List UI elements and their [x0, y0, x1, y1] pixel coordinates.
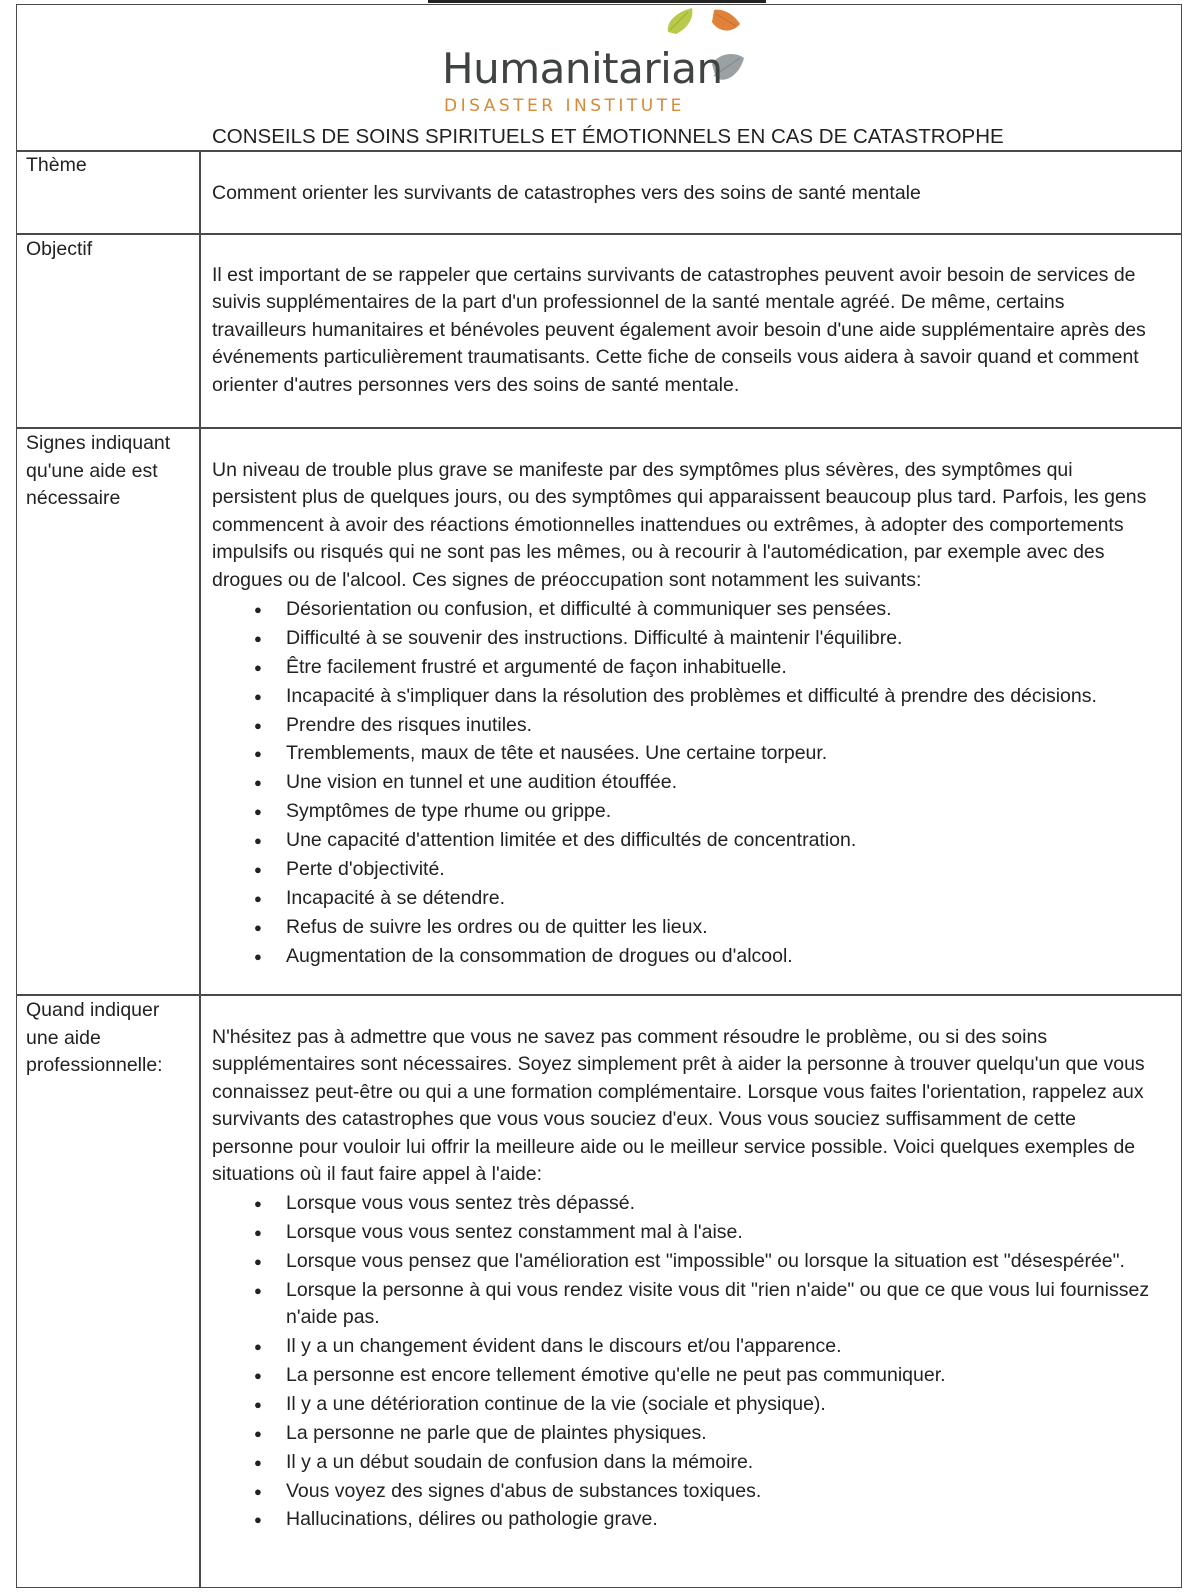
- list-item: ● Refus de suivre les ordres ou de quitter les lieux.: [212, 914, 1162, 942]
- signes-bullet-list: [212, 596, 1162, 972]
- row-text-quand: N'hésitez pas à admettre que vous ne savez pas comment résoudre le problème, ou si des soins supplémentaires sont nécessaires. Soyez simplement prêt à aider la personne à trouver quelqu'un que vous connaissez peut-être ou qui a une formation complémentaire. Lorsque vous faites l'orientation, rappelez aux survivants des catastrophes que vous vous souciez d'eux. Vous vous souciez suffisamment de cette personne pour vouloir lui offrir la meilleure aide ou le meilleur service possible. Voici quelques exemples de situations où il faut faire appel à l'aide:: [212, 1026, 1145, 1186]
- row-label-quand: Quand indiquer une aide professionnelle:: [26, 999, 163, 1076]
- row-text-objectif: Il est important de se rappeler que certains survivants de catastrophes peuvent avoir besoin de services de suivis supplémentaires de la part d'un professionnel de la santé mentale agréé. De même, certains travailleurs humanitaires et bénévoles peuvent également avoir besoin d'une aide supplémentaire après des événements particulièrement traumatisants. Cette fiche de conseils vous aidera à savoir quand et comment orienter d'autres personnes vers des soins de santé mentale.: [212, 264, 1146, 396]
- list-item: ● Être facilement frustré et argumenté de façon inhabituelle.: [212, 654, 1162, 682]
- list-item: ● Désorientation ou confusion, et difficulté à communiquer ses pensées.: [212, 596, 1162, 624]
- row-divider: [16, 233, 1182, 235]
- list-item: ● Augmentation de la consommation de drogues ou d'alcool.: [212, 943, 1162, 971]
- list-item: ● Vous voyez des signes d'abus de substances toxiques.: [212, 1478, 1162, 1506]
- row-text-signes: Un niveau de trouble plus grave se manifeste par des symptômes plus sévères, des symptômes qui persistent plus de quelques jours, ou des symptômes qui apparaissent beaucoup plus tard. Parfois, les gens commencent à avoir des réactions émotionnelles inattendues ou extrêmes, à adopter des comportements impulsifs ou risqués qui ne sont pas les mêmes, ou à recourir à l'automédication, par exemple avec des drogues ou de l'alcool. Ces signes de préoccupation sont notamment les suivants:: [212, 459, 1147, 591]
- row-label-signes: Signes indiquant qu'une aide est nécessaire: [26, 432, 171, 509]
- row-divider: [16, 994, 1182, 996]
- top-rule: [428, 0, 766, 3]
- column-divider: [199, 150, 201, 1588]
- list-item: ● Incapacité à s'impliquer dans la résolution des problèmes et difficulté à prendre des décisions.: [212, 683, 1162, 711]
- row-divider: [16, 427, 1182, 429]
- list-item: ● La personne est encore tellement émotive qu'elle ne peut pas communiquer.: [212, 1362, 1162, 1390]
- list-item: ● Tremblements, maux de tête et nausées. Une certaine torpeur.: [212, 740, 1162, 768]
- list-item: ● Une capacité d'attention limitée et des difficultés de concentration.: [212, 827, 1162, 855]
- list-item: ● Il y a un début soudain de confusion dans la mémoire.: [212, 1449, 1162, 1477]
- list-item: ● Il y a une détérioration continue de la vie (sociale et physique).: [212, 1391, 1162, 1419]
- row-text-theme: Comment orienter les survivants de catastrophes vers des soins de santé mentale: [212, 182, 921, 204]
- row-label-theme: Thème: [26, 154, 87, 176]
- logo-subtitle: DISASTER INSTITUTE: [444, 96, 685, 116]
- list-item: ● Lorsque vous pensez que l'amélioration est "impossible" ou lorsque la situation est "désespérée".: [212, 1248, 1162, 1276]
- document-title: CONSEILS DE SOINS SPIRITUELS ET ÉMOTIONNELS EN CAS DE CATASTROPHE: [212, 125, 1004, 148]
- list-item: ● La personne ne parle que de plaintes physiques.: [212, 1420, 1162, 1448]
- list-item: ● Lorsque vous vous sentez constamment mal à l'aise.: [212, 1219, 1162, 1247]
- list-item: ● Une vision en tunnel et une audition étouffée.: [212, 769, 1162, 797]
- quand-bullet-list: [212, 1190, 1162, 1535]
- list-item: ● Symptômes de type rhume ou grippe.: [212, 798, 1162, 826]
- humanitarian-disaster-institute-logo: [430, 6, 770, 118]
- list-item: ● Lorsque vous vous sentez très dépassé.: [212, 1190, 1162, 1218]
- list-item: ● Perte d'objectivité.: [212, 856, 1162, 884]
- list-item: ● Prendre des risques inutiles.: [212, 712, 1162, 740]
- list-item: ● Il y a un changement évident dans le discours et/ou l'apparence.: [212, 1333, 1162, 1361]
- row-label-objectif: Objectif: [26, 238, 93, 260]
- list-item: ● Incapacité à se détendre.: [212, 885, 1162, 913]
- list-item: ● Difficulté à se souvenir des instructions. Difficulté à maintenir l'équilibre.: [212, 625, 1162, 653]
- logo-wordmark: Humanitarian: [442, 44, 723, 93]
- list-item: ● Lorsque la personne à qui vous rendez visite vous dit "rien n'aide" ou que ce que vous lui fournissez n'aide pas.: [212, 1277, 1162, 1332]
- list-item: ● Hallucinations, délires ou pathologie grave.: [212, 1506, 1162, 1534]
